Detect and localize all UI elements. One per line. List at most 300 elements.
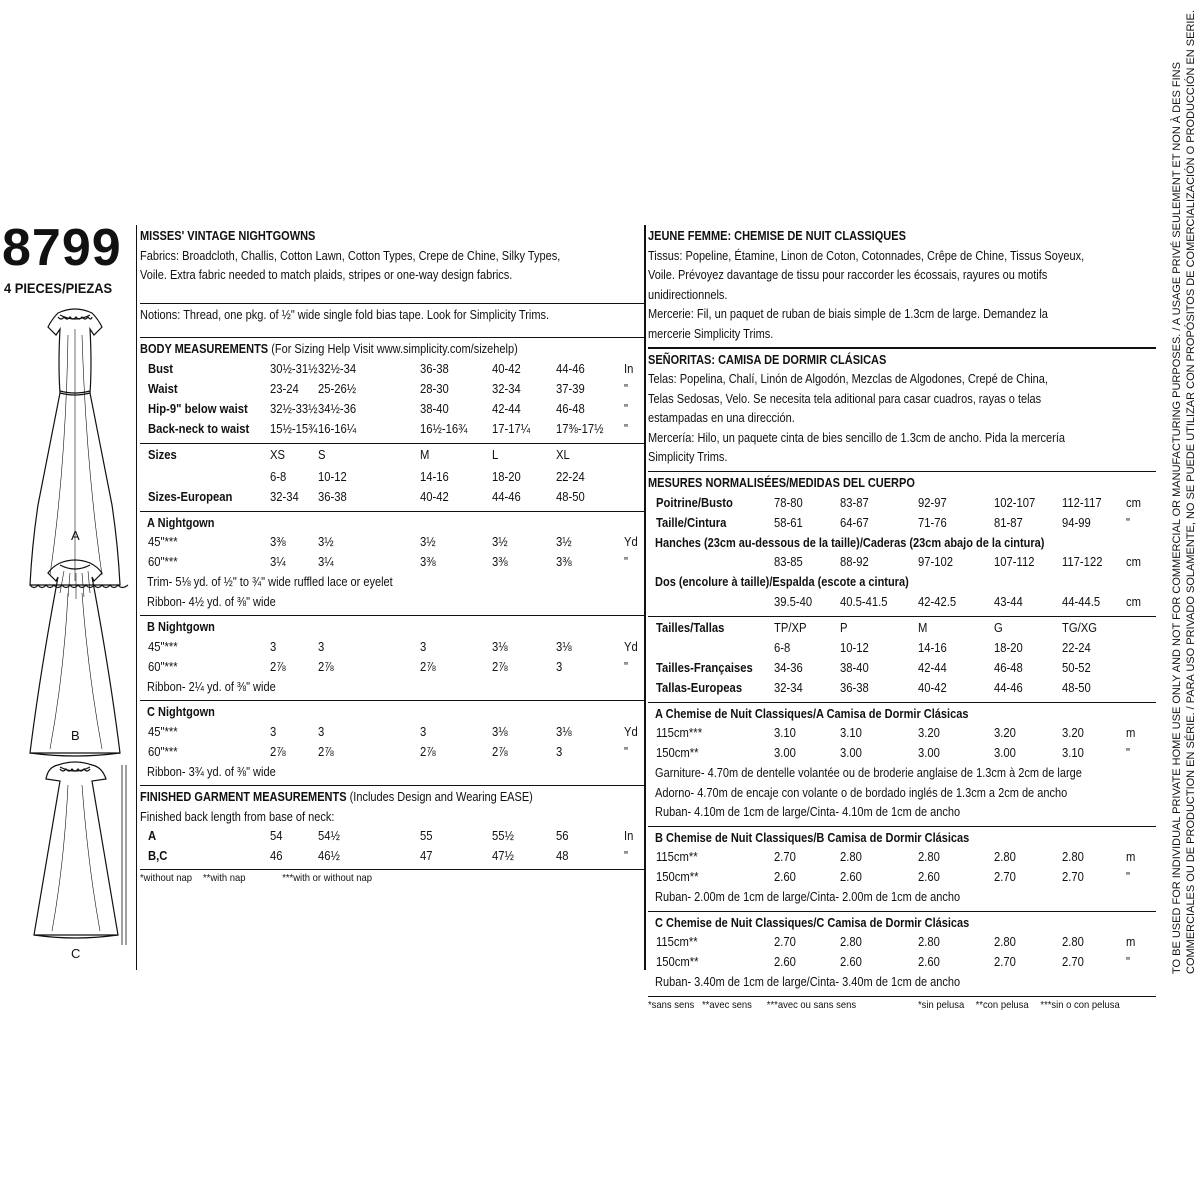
cell-value: 40-42 — [918, 680, 947, 695]
cell-value: 3.20 — [1062, 726, 1084, 740]
body-measurement-row — [140, 360, 646, 380]
metrage-row — [648, 744, 1156, 764]
cell-value: 2⅞ — [270, 659, 286, 674]
cell-value: TG/XG — [1062, 620, 1098, 635]
cell-value: 32-34 — [492, 381, 521, 396]
view-c-label: C — [71, 946, 81, 961]
view-title: B Nightgown — [147, 620, 215, 634]
cell-value: 10-12 — [318, 469, 347, 484]
cell-value: 44-46 — [492, 489, 521, 504]
cell-value: 30½-31½ — [270, 361, 318, 376]
cell-value: 3.10 — [840, 726, 862, 740]
cell-value: 16-16¼ — [318, 421, 357, 436]
cell-value: 3.00 — [918, 746, 940, 760]
cell-value: 3.10 — [774, 726, 796, 740]
sizes-fr-row — [648, 659, 1156, 679]
footnote: **avec sens — [702, 998, 752, 1011]
cell-value: 3.20 — [918, 726, 940, 740]
cell-value: M — [420, 447, 430, 462]
spanish-notions-line: Mercería: Hilo, un paquete cinta de bies sencillo de 1.3cm de ancho. Pida la mercería — [648, 430, 1066, 445]
cell-value: 39.5-40 — [774, 594, 813, 609]
metrage-row — [648, 953, 1156, 973]
unit-label: Yd — [624, 535, 638, 549]
divider — [648, 826, 1156, 827]
cell-value: 2.60 — [918, 870, 940, 884]
finished-measurements-table — [140, 827, 646, 867]
cell-value: 2.80 — [918, 850, 940, 864]
row-label: Sizes — [148, 447, 177, 462]
cell-value: 36-38 — [420, 361, 449, 376]
sizes-table — [140, 446, 646, 508]
unit-label: " — [624, 401, 628, 416]
cell-value: M — [918, 620, 928, 635]
divider — [648, 702, 1156, 703]
cell-value: P — [840, 620, 848, 635]
unit-label: " — [1126, 746, 1130, 760]
cell-value: 2.80 — [840, 935, 862, 949]
body-measurement-row — [140, 400, 646, 420]
column-rule-left — [136, 225, 137, 970]
cell-value: 94-99 — [1062, 515, 1091, 530]
measures-heading: MESURES NORMALISÉES/MEDIDAS DEL CUERPO — [648, 476, 915, 490]
cell-value: 34½-36 — [318, 401, 357, 416]
cell-value: 23-24 — [270, 381, 299, 396]
unit-label: cm — [1126, 555, 1142, 569]
divider — [140, 785, 646, 786]
pieces-count: 4 PIECES/PIEZAS — [4, 280, 113, 296]
cell-value: 2.80 — [840, 850, 862, 864]
cell-value: L — [492, 447, 499, 462]
finished-measurements-title: FINISHED GARMENT MEASUREMENTS — [140, 790, 347, 804]
cell-value: 48-50 — [556, 489, 585, 504]
divider — [140, 303, 646, 305]
cell-value: 2.80 — [994, 850, 1016, 864]
footnote: *without nap — [140, 872, 193, 884]
hips-label: Hanches (23cm au-dessous de la taille)/Caderas (23cm abajo de la cintura) — [655, 535, 1045, 550]
measure-row — [648, 494, 1156, 514]
cell-value: 22-24 — [1062, 640, 1091, 655]
cell-value: 3⅜ — [556, 555, 572, 569]
cell-value: 88-92 — [840, 555, 869, 569]
french-spanish-column — [648, 220, 1156, 1011]
cell-value: 3½ — [556, 535, 572, 549]
cell-value: 83-87 — [840, 495, 869, 510]
cell-value: 14-16 — [420, 469, 449, 484]
cell-value: 3¼ — [270, 555, 286, 569]
cell-value: G — [994, 620, 1003, 635]
notion-note: Ribbon- 3¾ yd. of ⅜" wide — [147, 764, 276, 779]
cell-value: 36-38 — [840, 680, 869, 695]
cell-value: 18-20 — [492, 469, 521, 484]
cell-value: 3⅛ — [492, 639, 508, 654]
yardage-row — [140, 553, 646, 573]
french-notions-line: mercerie Simplicity Trims. — [648, 326, 774, 341]
measure-row — [648, 593, 1156, 613]
divider — [648, 471, 1156, 473]
cell-value: 3.20 — [994, 726, 1016, 740]
cell-value: 48-50 — [1062, 680, 1091, 695]
measure-row — [648, 514, 1156, 534]
pattern-number: 8799 — [2, 219, 122, 277]
divider — [648, 347, 1156, 349]
body-measurement-row — [140, 420, 646, 440]
unit-label: " — [624, 659, 628, 674]
unit-label: Yd — [624, 724, 638, 739]
cell-value: 43-44 — [994, 594, 1023, 609]
cell-value: 2⅞ — [318, 659, 334, 674]
cell-value: 50-52 — [1062, 660, 1091, 675]
body-measurements-table — [140, 360, 646, 440]
footnote: *sans sens — [648, 998, 695, 1011]
cell-value: 44-46 — [556, 361, 585, 376]
unit-label: Yd — [624, 639, 638, 654]
unit-label: cm — [1126, 594, 1142, 609]
cell-value: 64-67 — [840, 515, 869, 530]
body-measurements-title: BODY MEASUREMENTS — [140, 342, 269, 356]
spanish-fabrics-line: Telas: Popelina, Chalí, Linón de Algodón, Mezclas de Algodones, Crepé de China, — [648, 372, 1048, 386]
spanish-title: SEÑORITAS: CAMISA DE DORMIR CLÁSICAS — [648, 352, 887, 367]
notion-note: Garniture- 4.70m de dentelle volantée ou de broderie anglaise de 1.3cm à 2cm de large — [655, 766, 1082, 780]
unit-label: In — [624, 361, 634, 376]
finished-measurements-note: (Includes Design and Wearing EASE) — [346, 790, 533, 804]
metrage-row — [648, 724, 1156, 744]
french-notions-line: Mercerie: Fil, un paquet de ruban de biais simple de 1.3cm de large. Demandez la — [648, 307, 1048, 321]
back-label: Dos (encolure à taille)/Espalda (escote a cintura) — [655, 575, 909, 589]
cell-value: 3⅛ — [492, 724, 508, 739]
cell-value: 3½ — [318, 535, 334, 549]
view-title: B Chemise de Nuit Classiques/B Camisa de Dormir Clásicas — [655, 830, 970, 845]
cell-value: 71-76 — [918, 515, 947, 530]
cell-value: 17⅜-17½ — [556, 421, 604, 436]
cell-value: 2.70 — [1062, 870, 1084, 884]
cell-value: 2.60 — [774, 870, 796, 884]
unit-label: " — [624, 744, 628, 759]
cell-value: 32-34 — [774, 680, 803, 695]
cell-value: 32-34 — [270, 489, 299, 504]
row-label: A — [148, 829, 157, 843]
cell-value: 40-42 — [492, 361, 521, 376]
view-b-label: B — [71, 728, 80, 743]
cell-value: 3½ — [420, 535, 436, 549]
row-label: 115cm** — [656, 850, 698, 864]
metrage-row — [648, 868, 1156, 888]
cell-value: 34-36 — [774, 660, 803, 675]
row-label: 45"*** — [148, 724, 178, 739]
unit-label: " — [624, 381, 628, 396]
cell-value: 55 — [420, 829, 433, 843]
view-a-illustration — [30, 309, 128, 588]
cell-value: 97-102 — [918, 555, 954, 569]
row-label: 60"*** — [148, 744, 178, 759]
row-label: B,C — [148, 849, 168, 863]
cell-value: 3⅜ — [270, 535, 286, 549]
cell-value: 47 — [420, 849, 433, 863]
french-fabrics-line: unidirectionnels. — [648, 287, 728, 302]
cell-value: TP/XP — [774, 620, 807, 635]
cell-value: 40-42 — [420, 489, 449, 504]
cell-value: 2⅞ — [420, 744, 436, 759]
divider — [140, 615, 646, 616]
cell-value: 37-39 — [556, 381, 585, 396]
row-label: 45"*** — [148, 535, 178, 549]
cell-value: 2.80 — [1062, 935, 1084, 949]
yardage-row — [140, 638, 646, 658]
cell-value: 47½ — [492, 849, 514, 863]
view-a-label: A — [71, 528, 80, 543]
cell-value: 32½-33½ — [270, 401, 318, 416]
row-label: Bust — [148, 361, 174, 376]
row-label: Waist — [148, 381, 178, 396]
cell-value: XS — [270, 447, 286, 462]
cell-value: 6-8 — [774, 640, 791, 655]
cell-value: 42-44 — [492, 401, 521, 416]
cell-value: 3 — [556, 659, 563, 674]
unit-label: " — [1126, 515, 1130, 530]
cell-value: 3.10 — [1062, 746, 1084, 760]
spanish-fabrics-line: Telas Sedosas, Velo. Se necesita tela aditional para casar cuadros, rayas o telas — [648, 391, 1042, 406]
divider — [140, 700, 646, 701]
row-label: Tailles/Tallas — [656, 620, 725, 635]
cell-value: 92-97 — [918, 495, 947, 510]
view-title: C Chemise de Nuit Classiques/C Camisa de Dormir Clásicas — [655, 915, 970, 930]
cell-value: 46½ — [318, 849, 340, 863]
cell-value: 3 — [270, 639, 277, 654]
cell-value: 16½-16¾ — [420, 421, 468, 436]
body-measurement-row — [140, 380, 646, 400]
divider — [140, 443, 646, 444]
cell-value: 32½-34 — [318, 361, 357, 376]
row-label: Tallas-Europeas — [656, 680, 743, 695]
cell-value: 2.70 — [774, 935, 796, 949]
sizes-es-row — [648, 679, 1156, 699]
metrage-table — [648, 705, 1156, 997]
row-label: 60"*** — [148, 555, 178, 569]
measure-row — [648, 553, 1156, 573]
sizes-row — [648, 619, 1156, 639]
cell-value: 18-20 — [994, 640, 1023, 655]
cell-value: 3.00 — [994, 746, 1016, 760]
divider — [648, 616, 1156, 617]
divider — [648, 996, 1156, 997]
cell-value: 3 — [318, 724, 325, 739]
cell-value: 3⅛ — [556, 639, 572, 654]
cell-value: 3⅜ — [420, 555, 436, 569]
french-title: JEUNE FEMME: CHEMISE DE NUIT CLASSIQUES — [648, 229, 906, 243]
cell-value: 2.60 — [774, 955, 796, 969]
cell-value: XL — [556, 447, 570, 462]
cell-value: 58-61 — [774, 515, 803, 530]
unit-label: cm — [1126, 495, 1142, 510]
divider — [140, 511, 646, 512]
cell-value: 83-85 — [774, 555, 803, 569]
cell-value: 2⅞ — [492, 659, 508, 674]
cell-value: 2.80 — [918, 935, 940, 949]
cell-value: S — [318, 447, 326, 462]
cell-value: 3 — [270, 724, 277, 739]
unit-label: " — [1126, 955, 1130, 969]
cell-value: 81-87 — [994, 515, 1023, 530]
unit-label: m — [1126, 935, 1136, 949]
cell-value: 3.00 — [774, 746, 796, 760]
cell-value: 17-17¼ — [492, 421, 531, 436]
sizes-row — [648, 639, 1156, 659]
divider — [140, 337, 646, 339]
spanish-fabrics-line: estampadas en una dirección. — [648, 411, 795, 425]
cell-value: 3⅜ — [492, 555, 508, 569]
cell-value: 3 — [318, 639, 325, 654]
footnote: ***sin o con pelusa — [1040, 998, 1120, 1011]
cell-value: 2⅞ — [492, 744, 508, 759]
cell-value: 3 — [420, 639, 427, 654]
cell-value: 42-42.5 — [918, 594, 957, 609]
view-title: A Chemise de Nuit Classiques/A Camisa de Dormir Clásicas — [655, 706, 969, 721]
cell-value: 2⅞ — [318, 744, 334, 759]
row-label: 45"*** — [148, 639, 178, 654]
english-fabrics-line: Fabrics: Broadcloth, Challis, Cotton Lawn, Cotton Types, Crepe de Chine, Silky Types, — [140, 248, 561, 263]
cell-value: 2.60 — [918, 955, 940, 969]
divider — [648, 911, 1156, 912]
measures-table — [648, 494, 1156, 613]
usage-notice-line: TO BE USED FOR INDIVIDUAL PRIVATE HOME USE ONLY AND NOT FOR COMMERCIAL OR MANUFACTURING PURPOSES. / A USAGE PRIVÉ SEULEMENT ET NON À DES FINS — [1171, 62, 1183, 974]
usage-notice — [1170, 10, 1200, 974]
unit-label: " — [1126, 870, 1130, 884]
sizes-euro-row — [140, 488, 646, 508]
cell-value: 2.80 — [1062, 850, 1084, 864]
cell-value: 38-40 — [420, 401, 449, 416]
cell-value: 25-26½ — [318, 381, 357, 396]
sizes-row — [140, 446, 646, 468]
yardage-row — [140, 658, 646, 678]
yardage-row — [140, 723, 646, 743]
notion-note: Trim- 5⅛ yd. of ½" to ¾" wide ruffled lace or eyelet — [147, 575, 393, 589]
cell-value: 46-48 — [556, 401, 585, 416]
french-fabrics-line: Tissus: Popeline, Étamine, Linon de Coton, Cotonnades, Crêpe de Chine, Tissus Soyeux, — [648, 248, 1085, 263]
cell-value: 54½ — [318, 829, 340, 843]
yardage-row — [140, 533, 646, 553]
notion-note: Ribbon- 4½ yd. of ⅜" wide — [147, 594, 276, 609]
cell-value: 3½ — [492, 535, 508, 549]
row-label: Taille/Cintura — [656, 515, 727, 530]
english-column — [140, 220, 646, 884]
cell-value: 117-122 — [1062, 555, 1103, 569]
spanish-notions-line: Simplicity Trims. — [648, 450, 728, 464]
cell-value: 44-44.5 — [1062, 594, 1101, 609]
row-label: 115cm** — [656, 935, 698, 949]
cell-value: 15½-15¾ — [270, 421, 318, 436]
footnote: **con pelusa — [975, 998, 1029, 1011]
unit-label: m — [1126, 726, 1136, 740]
cell-value: 55½ — [492, 829, 514, 843]
cell-value: 48 — [556, 849, 569, 863]
row-label: 150cm** — [656, 746, 699, 760]
cell-value: 38-40 — [840, 660, 869, 675]
cell-value: 2.60 — [840, 870, 862, 884]
body-measurements-heading — [140, 340, 585, 360]
english-footnotes — [140, 872, 595, 884]
cell-value: 22-24 — [556, 469, 585, 484]
row-label: Sizes-European — [148, 489, 233, 504]
cell-value: 46 — [270, 849, 283, 863]
notion-note: Ruban- 3.40m de 1cm de large/Cinta- 3.40m de 1cm de ancho — [655, 975, 961, 989]
row-label: 60"*** — [148, 659, 178, 674]
row-label: 115cm*** — [656, 726, 703, 740]
view-b-illustration — [30, 560, 120, 756]
cell-value: 44-46 — [994, 680, 1023, 695]
row-label: 150cm** — [656, 870, 699, 884]
yardage-row — [140, 743, 646, 763]
cell-value: 56 — [556, 829, 569, 843]
english-notions: Notions: Thread, one pkg. of ½" wide single fold bias tape. Look for Simplicity Trims. — [140, 308, 550, 322]
notion-note: Ribbon- 2¼ yd. of ⅜" wide — [147, 679, 276, 694]
footnote: ***with or without nap — [282, 872, 373, 884]
notion-note: Ruban- 4.10m de 1cm de large/Cinta- 4.10m de 1cm de ancho — [655, 805, 961, 819]
garment-illustrations — [20, 305, 130, 985]
cell-value: 2.70 — [1062, 955, 1084, 969]
view-title: A Nightgown — [147, 515, 215, 530]
finished-subheading: Finished back length from base of neck: — [140, 809, 335, 824]
cell-value: 2⅞ — [270, 744, 286, 759]
cell-value: 28-30 — [420, 381, 449, 396]
yardage-table — [140, 514, 646, 787]
footnote: ***avec ou sans sens — [766, 998, 857, 1011]
finished-measurements-heading — [140, 788, 585, 808]
metrage-row — [648, 933, 1156, 953]
unit-label: m — [1126, 850, 1136, 864]
cell-value: 112-117 — [1062, 495, 1102, 510]
finished-row — [140, 847, 646, 867]
unit-label: " — [624, 555, 628, 569]
cell-value: 102-107 — [994, 495, 1036, 510]
row-label: Poitrine/Busto — [656, 495, 733, 510]
finished-row — [140, 827, 646, 847]
row-label: Tailles-Françaises — [656, 660, 753, 675]
cell-value: 3.00 — [840, 746, 862, 760]
cell-value: 2.80 — [994, 935, 1016, 949]
cell-value: 2.60 — [840, 955, 862, 969]
metrage-row — [648, 848, 1156, 868]
cell-value: 2.70 — [774, 850, 796, 864]
divider — [140, 869, 646, 870]
cell-value: 3⅛ — [556, 724, 572, 739]
view-title: C Nightgown — [147, 705, 215, 719]
english-fabrics-line: Voile. Extra fabric needed to match plaids, stripes or one-way design fabrics. — [140, 268, 513, 282]
notion-note: Ruban- 2.00m de 1cm de large/Cinta- 2.00m de 1cm de ancho — [655, 890, 961, 904]
unit-label: " — [624, 421, 628, 436]
french-spanish-footnotes — [648, 998, 1120, 1011]
usage-notice-line: COMMERCIALES OU DE PRODUCTION EN SÉRIE. / PARA USO PRIVADO SOLAMENTE, NO SE PUEDE UTILIZAR CON PROPÓSITOS DE COMERCIALIZACIÓN O PRODUCCIÓN EN SERIE. — [1185, 10, 1197, 974]
footnote: *sin pelusa — [918, 998, 965, 1011]
french-fabrics-line: Voile. Prévoyez davantage de tissu pour raccorder les écossais, rayures ou motifs — [648, 268, 1048, 282]
tailles-table — [648, 619, 1156, 699]
cell-value: 54 — [270, 829, 283, 843]
unit-label: " — [624, 849, 628, 863]
cell-value: 40.5-41.5 — [840, 594, 888, 609]
row-label: Back-neck to waist — [148, 421, 250, 436]
cell-value: 2.70 — [994, 870, 1016, 884]
cell-value: 46-48 — [994, 660, 1023, 675]
unit-label: In — [624, 829, 634, 843]
cell-value: 3 — [420, 724, 427, 739]
footnote: **with nap — [203, 872, 246, 884]
notion-note: Adorno- 4.70m de encaje con volante o de bordado inglés de 1.3cm a 2cm de ancho — [655, 785, 1068, 800]
sizes-row — [140, 468, 646, 488]
cell-value: 14-16 — [918, 640, 947, 655]
view-c-illustration — [34, 762, 126, 945]
cell-value: 3 — [556, 744, 563, 759]
row-label: 150cm** — [656, 955, 699, 969]
english-title: MISSES' VINTAGE NIGHTGOWNS — [140, 229, 316, 243]
cell-value: 107-112 — [994, 555, 1035, 569]
